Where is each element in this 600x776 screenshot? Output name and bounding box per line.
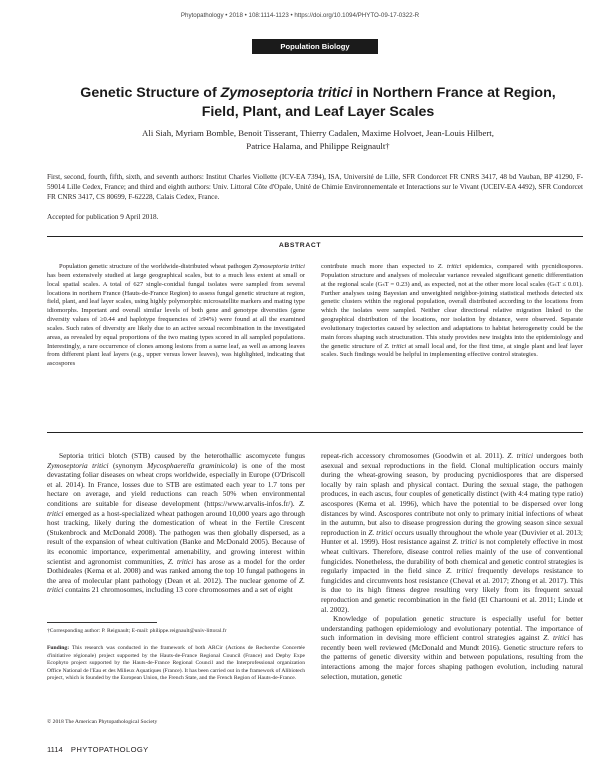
text-run: has been extensively studied at large geographical scales, but to a much less extent at small or local spatial scales. A total of 627 single-conidial fungal isolates were sampled from several locations in northern France (Hauts-de-France Region) to assess fungal genetic structure at region, field, plant, and leaf layer scales, using highly polymorphic microsatellite markers and mating type idiomorphs. Important and overall similar levels of both gene and genotype diversities (gene diversity values of ≥0.44 and haplotype frequencies of ≥94%) were found at all the examined scales. Such rates of diversity are likely due to an active sexual recombination in the investigated areas, as revealed by equal proportions of the two mating types scored in all sampled populations. Interestingly, a rare occurrence of clones among lesions from a same leaf, as well as among leaves from different plant leaf layers (e.g., upper versus lower leaves), was highlighted, indicating that ascospores [47, 271, 305, 368]
article-title [60, 84, 576, 121]
author-list [80, 127, 556, 153]
abstract-heading: ABSTRACT [278, 242, 322, 249]
species-name: Z. tritici [47, 575, 305, 595]
text-run: occurs usually throughout the whole year (Duvivier et al. 2013; Hunter et al. 1999). Host resistance against [321, 527, 583, 547]
species-name: Z. tritici [445, 566, 473, 576]
species-name: Zymoseptoria tritici [47, 460, 109, 470]
corresponding-author-note: †Corresponding author: P. Reignault; E-mail: philippe.reignault@univ-littoral.fr [47, 628, 227, 634]
abstract-right-column [321, 263, 583, 360]
species-name: Z. tritici [368, 527, 393, 537]
text-run: repeat-rich accessory chromosomes (Goodwin et al. 2011). [321, 451, 508, 460]
funding-text: This research was conducted in the framework of both ARCir (Actions de Recherche Concertée d'initiative régionale) project supported by the Hauts-de-France Regional Council (France) and Dephy Expe Ecophyto project supported by the Hauts-de-France Regional Council and the Interprofessional organization Office National de l'Eau et des Milieux Aquatiques (France). It has been carried out in the framework of Alibiotech project, which is founded by the European Union, the French State, and the French Region of Hauts-de-France. [47, 645, 305, 681]
intro-left-column [47, 451, 305, 595]
text-run: at small local and, for the first time, at single plant and leaf layer scales. Such findings would be helpful in implementing effective control strategies. [321, 342, 584, 359]
species-name: Z. tritici [452, 537, 477, 547]
title-species: Zymoseptoria tritici [220, 85, 353, 101]
page-number: 1114 [47, 745, 63, 754]
text-run: contains 21 chromosomes, including 13 core chromosomes and a set of eight [63, 585, 293, 595]
acceptance-date: Accepted for publication 9 April 2018. [47, 213, 159, 221]
text-run: Population genetic structure of the worldwide-distributed wheat pathogen [59, 263, 254, 270]
footnote-rule [47, 622, 157, 623]
species-name: Z. tritici [543, 633, 570, 643]
text-run: (synonym [108, 460, 148, 470]
affiliations: First, second, fourth, fifth, sixth, and seventh authors: Institut Charles Viollette (ICV-EA 7394), ISA, Université de Lille, SFR Condorcet FR CNRS 3417, 48 bd Vauban, BP 41290, F-59014 Lille Cedex, France; and third and eighth authors: Univ. Littoral Côte d'Opale, Unité de Chimie Environnementale et Interactions sur le Vivant (UCEIV-EA 4492), SFR Condorcet FR CNRS 3417, CS 80699, F-62228, Calais Cedex, France. [47, 173, 583, 202]
footer-journal-name: PHYTOPATHOLOGY [70, 745, 149, 754]
text-run: Knowledge of population genetic structure is especially useful for better understanding pathogen epidemiology and evolutionary potential. The importance of such information in devising more efficient control strategies against [321, 614, 583, 643]
text-run: frequently develops resistance to fungicides and circumvents host resistance (Cheval et al. 2017; Zhong et al. 2017). This is due to its high fitness degree resulting very likely from its frequent sexual reproduction and genetic recombination in the field (El Chartouni et al. 2011; Linde et al. 2002). [321, 566, 584, 614]
page-footer [47, 745, 149, 754]
text-run: emerged as a host-specialized wheat pathogen around 10,000 years ago through host tracking, likely during the domestication of wheat in the Fertile Crescent (Stukenbrock and McDonald 2008). The pathogen was then globally dispersed, as a result of the expansion of wheat cultivation (Banke and McDonald 2005). Because of its economic importance, experimental amenability, and growing interest within scientist and agronomist communities, [47, 508, 305, 566]
text-run: is not completely effective in most wheat cultivars. Therefore, disease control relies mainly of the use of conventional fungicides. Nonetheless, the durability of both chemical and genetic control strategies is regularly impacted in the field since [321, 537, 583, 576]
abstract-bottom-rule [47, 432, 583, 433]
text-run: contribute much more than expected to [321, 263, 438, 270]
species-name: Z. tritici [167, 556, 194, 566]
text-run: has arose as a model for the order Dothideales (Kema et al. 2008) and was ranked among the top 10 fungal pathogens in the area of molecular plant pathology (Dean et al. 2012). The nuclear genome of [47, 556, 305, 585]
species-name: Z. tritici [507, 451, 533, 460]
abstract-top-rule [47, 236, 583, 237]
species-name: Zymoseptoria tritici [253, 263, 305, 270]
text-run: Septoria tritici blotch (STB) caused by the heterothallic ascomycete fungus [59, 451, 305, 460]
title-line-2: Field, Plant, and Leaf Layer Scales [201, 103, 435, 120]
text-run: epidemics, compared with pycnidiospores. Population structure and analyses of molecular variance revealed significant genetic differentiation at the regional scale (GₛT = 0.23) and, as expected, not at the other more local scales (GₛT ≤ 0.01). Further analyses using Bayesian and unweighted neighbor-joining statistical methods detected six genetic clusters within the regional population, overall distributed according to the locations from which the isolates were sampled. Neither clear directional relative migration linked to the geographical distribution of the locations, nor isolation by distance, were observed. Separate evolutionary trajectories caused by selection and adaptations to habitat heterogeneity could be the main forces shaping such structuration. This study provides new insights into the epidemiology and the genetic structure of [321, 263, 584, 350]
species-name: Z. tritici [47, 498, 305, 518]
intro-right-column [321, 451, 583, 681]
intro-paragraph-2 [321, 614, 583, 681]
funding-label: Funding: [47, 645, 70, 651]
species-name: Z. tritici [384, 342, 407, 350]
species-name: Z. tritici [437, 263, 462, 270]
text-run: has recently been well reviewed (McDonald and Mundt 2016). Genetic structure refers to the patterns of genetic diversity within and between populations, resulting from the interactions among the major forces shaping pathogen evolution, including natural selection, mutation, genetic [321, 633, 584, 681]
section-label: Population Biology [252, 39, 378, 54]
text-run: ) is one of the most devastating foliar diseases on wheat crops worldwide, especially in Europe (O'Driscoll et al. 2014). In France, losses due to STB are estimated each year to 1.7 tons per hectare on average, and yield reductions can reach 50% when environmental conditions are suitable for disease development (https://www.arvalis-infos.fr/). [47, 460, 305, 508]
copyright-note: © 2018 The American Phytopathological Society [47, 719, 158, 725]
title-part-2: in Northern France at Region, [352, 85, 556, 101]
species-name: Mycosphaerella graminicola [147, 460, 236, 470]
journal-citation-header: Phytopathology • 2018 • 108:1114-1123 • https://doi.org/10.1094/PHYTO-09-17-0322-R [180, 12, 420, 19]
funding-note [47, 645, 305, 683]
authors-line-2: Patrice Halama, and Philippe Reignault† [246, 141, 390, 151]
text-run: undergoes both asexual and sexual reproductions in the field. Clonal multiplication occurs mainly during the wheat-growing season, by producing pycnidiospores that are dispersed locally by rain splash and physical contact. During the sexual stage, the pathogen produces, in each ascus, four couples of genetically distinct (with 4:4 mating type ratio) ascospores (Kema et al. 1996), which have the potential to be dispersed over long distances by wind. Ascospores contribute not only to primary initial infections of wheat in the autumn, but also to disease progression during the growing season since sexual reproduction in [321, 451, 584, 537]
intro-paragraph-1 [321, 451, 583, 614]
title-part-1: Genetic Structure of [80, 85, 221, 101]
abstract-left-column [47, 263, 305, 369]
authors-line-1: Ali Siah, Myriam Bomble, Benoit Tisserant, Thierry Cadalen, Maxime Holvoet, Jean-Louis Hilbert, [142, 128, 494, 138]
